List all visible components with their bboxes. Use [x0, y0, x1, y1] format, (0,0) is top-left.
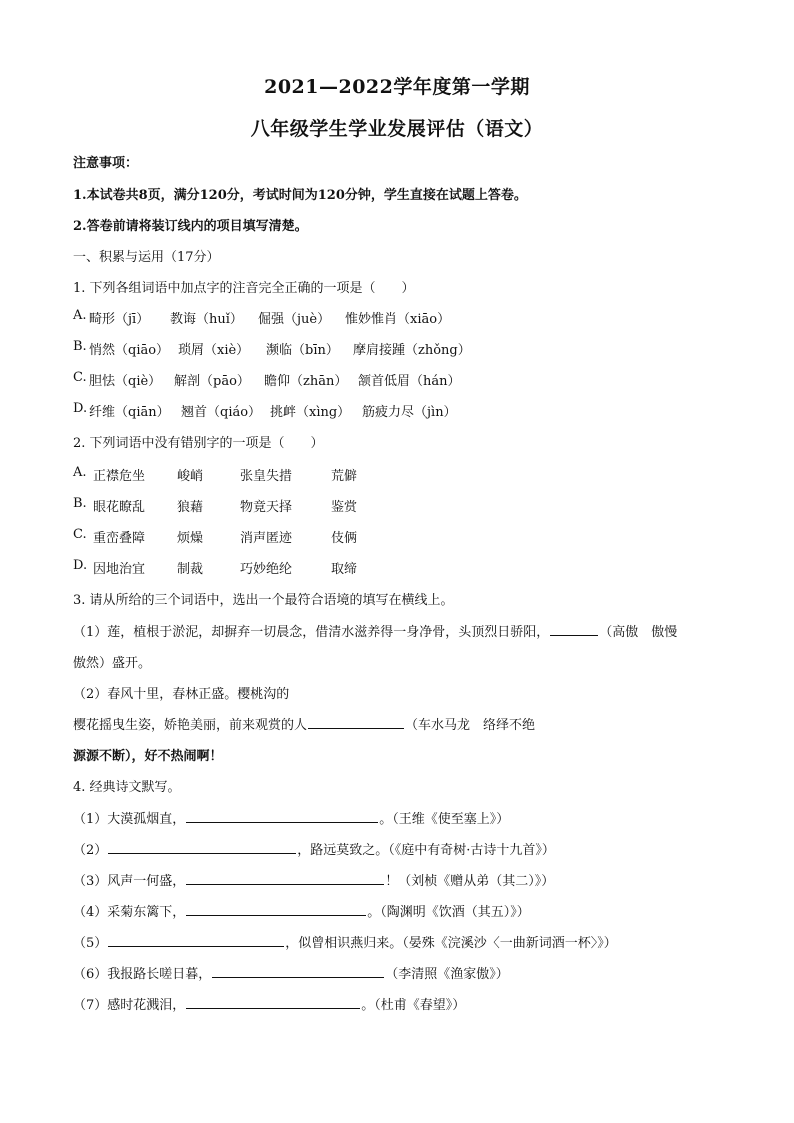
option-label: A.: [73, 465, 87, 480]
option-word: 取缔: [331, 562, 358, 577]
q4-item-6: [73, 963, 509, 982]
q3-part2-line1: （2）春风十里，春林正盛。樱桃沟的: [73, 687, 290, 702]
q4-item-3: [73, 870, 554, 889]
option-word: 挑衅（xìng）: [270, 405, 351, 420]
q3-part2-choices: （车水马龙 络绎不绝: [405, 718, 536, 733]
option-word: 伎俩: [331, 531, 358, 546]
q4-item-4: [73, 901, 530, 920]
q4-item-1: [73, 808, 509, 827]
q4-item-text: （3）风声一何盛，: [73, 874, 186, 889]
q4-item-text: （2）: [73, 843, 108, 858]
option-word: 巧妙绝纶: [240, 562, 293, 577]
option-word: 翘首（qiáo）: [181, 405, 262, 420]
option-word: 消声匿迹: [240, 531, 293, 546]
q4-item-text: 。（王维《使至塞上》）: [379, 812, 510, 827]
answer-blank[interactable]: [212, 965, 384, 978]
q3-stem: 3. 请从所给的三个词语中，选出一个最符合语境的填写在横线上。: [73, 593, 454, 608]
q4-item-text: （4）采菊东篱下，: [73, 905, 186, 920]
option-word: 正襟危坐: [93, 469, 146, 484]
option-word: 悄然（qiāo）: [89, 343, 170, 358]
option-word: 烦燥: [177, 531, 204, 546]
option-word: 筋疲力尽（jìn）: [362, 405, 457, 420]
option-word: 摩肩接踵（zhǒng）: [353, 343, 471, 358]
option-word: 瞻仰（zhān）: [264, 374, 348, 389]
answer-blank[interactable]: [186, 903, 366, 916]
q4-item-text: ！（刘桢《赠从弟（其二）》）: [385, 874, 555, 889]
option-word: 解剖（pāo）: [174, 374, 250, 389]
option-word: 狼藉: [177, 500, 204, 515]
q4-stem: 4. 经典诗文默写。: [73, 780, 181, 795]
q3-part2-line2: [73, 714, 535, 733]
option-word: 鉴赏: [331, 500, 358, 515]
option-label: C.: [73, 527, 87, 542]
notice-heading: 注意事项：: [73, 156, 139, 171]
option-word: 颔首低眉（hán）: [358, 374, 461, 389]
q3-part1-text: （1）莲，植根于淤泥，却摒弃一切晨念，借清水滋养得一身净骨，头顶烈日骄阳，: [73, 625, 550, 640]
option-word: 教诲（huǐ）: [170, 312, 243, 327]
notice-item-1: 1.本试卷共8页，满分120分，考试时间为120分钟，学生直接在试题上答卷。: [73, 188, 527, 203]
option-word: 荒僻: [331, 469, 358, 484]
answer-blank[interactable]: [186, 996, 360, 1009]
answer-blank[interactable]: [308, 716, 404, 729]
q4-item-text: ，路远莫致之。（《庭中有奇树·古诗十九首》）: [297, 843, 555, 858]
option-word: 惟妙惟肖（xiāo）: [345, 312, 451, 327]
q4-item-text: 。（杜甫《春望》）: [361, 998, 466, 1013]
q4-item-text: （5）: [73, 936, 108, 951]
q4-item-text: ，似曾相识燕归来。（晏殊《浣溪沙〈一曲新词酒一杯〉》）: [285, 936, 617, 951]
option-word: 峻峭: [177, 469, 204, 484]
q3-part1-choices: （高傲 傲慢: [599, 625, 678, 640]
answer-blank[interactable]: [550, 623, 598, 636]
option-word: 因地治宜: [93, 562, 146, 577]
q4-item-text: （李清照《渔家傲》）: [385, 967, 509, 982]
option-word: 制裁: [177, 562, 204, 577]
answer-blank[interactable]: [108, 934, 284, 947]
q4-item-text: （1）大漠孤烟直，: [73, 812, 186, 827]
option-word: 重峦叠障: [93, 531, 146, 546]
option-label: D.: [73, 401, 88, 416]
option-word: 濒临（bīn）: [266, 343, 339, 358]
exam-title-term: 2021—2022学年度第一学期: [264, 76, 530, 98]
option-label: B.: [73, 496, 87, 511]
q4-item-2: [73, 839, 555, 858]
q4-item-5: [73, 932, 617, 951]
q4-item-text: （6）我报路长嗟日暮，: [73, 967, 212, 982]
answer-blank[interactable]: [186, 872, 384, 885]
option-word: 琐屑（xiè）: [178, 343, 250, 358]
option-word: 胆怯（qiè）: [89, 374, 162, 389]
q3-part2-text: 樱花摇曳生姿，娇艳美丽，前来观赏的人: [73, 718, 308, 733]
answer-blank[interactable]: [108, 841, 296, 854]
option-word: 倔强（juè）: [258, 312, 331, 327]
option-word: 张皇失措: [240, 469, 293, 484]
q4-item-7: [73, 994, 465, 1013]
q2-stem: 2. 下列词语中没有错别字的一项是（ ）: [73, 436, 324, 451]
option-word: 眼花瞭乱: [93, 500, 146, 515]
exam-title-subject: 八年级学生学业发展评估（语文）: [250, 118, 544, 140]
q3-part1-line1: [73, 621, 677, 640]
q4-item-text: 。（陶渊明《饮酒（其五）》）: [367, 905, 530, 920]
answer-blank[interactable]: [186, 810, 378, 823]
notice-item-2: 2.答卷前请将装订线内的项目填写清楚。: [73, 219, 308, 234]
option-label: A.: [73, 308, 87, 323]
q1-stem: 1. 下列各组词语中加点字的注音完全正确的一项是（ ）: [73, 281, 415, 296]
q3-part2-line3: 源源不断），好不热闹啊！: [73, 749, 223, 764]
option-word: 物竟天择: [240, 500, 293, 515]
option-label: D.: [73, 558, 88, 573]
q3-part1-line2: 傲然）盛开。: [73, 656, 152, 671]
q4-item-text: （7）感时花溅泪，: [73, 998, 186, 1013]
option-word: 纤维（qiān）: [89, 405, 170, 420]
option-word: 畸形（jī）: [89, 312, 150, 327]
option-label: C.: [73, 370, 87, 385]
option-label: B.: [73, 339, 87, 354]
section-heading: 一、积累与运用（17分）: [73, 250, 220, 265]
